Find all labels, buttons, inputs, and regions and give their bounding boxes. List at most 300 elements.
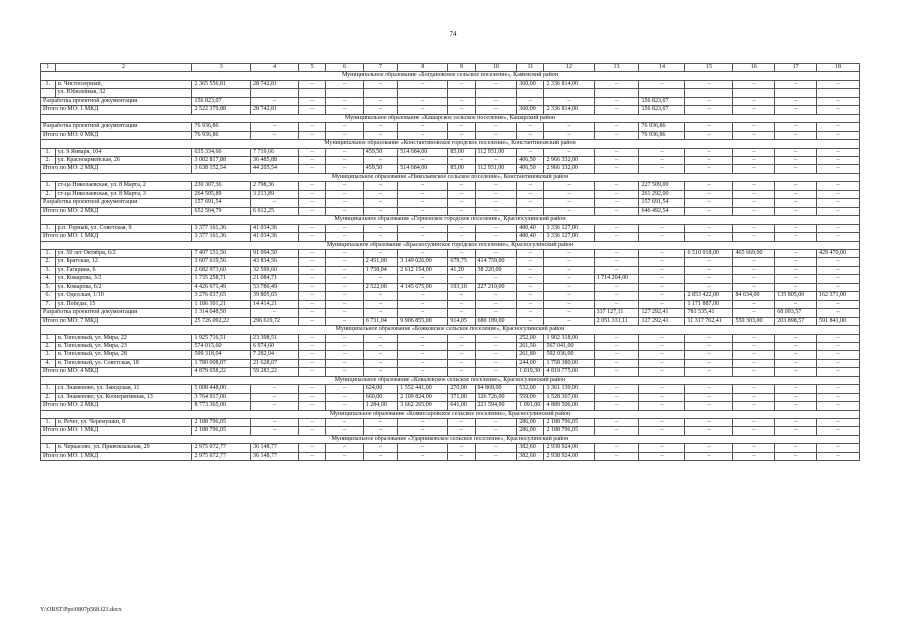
value-cell: – [639,292,685,300]
value-cell: – [475,342,517,350]
value-cell: – [298,292,325,300]
value-cell: 480,40 [517,233,544,241]
value-cell: 230 307,36 [192,182,250,190]
value-cell: – [594,402,639,410]
value-cell: – [685,283,733,291]
value-cell: 2 966 332,00 [544,165,594,173]
value-cell: – [448,97,475,105]
value-cell: – [594,148,639,156]
value-cell: – [448,123,475,131]
value-cell: 6 974,60 [250,342,298,350]
row-number-cell: 1. [41,80,56,88]
value-cell: – [733,334,775,342]
value-cell: 270,00 [448,385,475,393]
value-cell: – [398,97,448,105]
value-cell: – [517,258,544,266]
address-cell: п. Тополевый, ул. Мира, 28 [55,351,192,359]
summary-row [41,131,860,139]
value-cell: – [298,317,325,325]
value-cell: – [326,80,364,88]
value-cell: – [817,106,860,114]
value-cell: – [326,266,364,274]
value-cell: – [298,199,325,207]
value-cell: 6 012,25 [250,207,298,215]
value-cell: – [685,444,733,452]
section-title: Муниципальное образование «Божковское сельское поселение», Красносулинский район [41,326,860,334]
value-cell: – [326,182,364,190]
value-cell: 2 938 924,00 [544,452,594,460]
value-cell: – [594,80,639,88]
value-cell: 3 276 037,65 [192,292,250,300]
value-cell: – [594,444,639,452]
value-cell: 36 485,88 [250,156,298,164]
value-cell: – [817,131,860,139]
value-cell: – [517,182,544,190]
row-number-cell: 5. [41,283,56,291]
value-cell: – [398,351,448,359]
value-cell: – [475,97,517,105]
value-cell [685,89,733,97]
value-cell: 203 898,57 [775,317,817,325]
value-cell: 635 334,66 [192,148,250,156]
value-cell: – [363,131,397,139]
value-cell [250,89,298,97]
value-cell: 59 283,22 [250,368,298,376]
value-cell: 23 398,51 [250,334,298,342]
value-cell: 592 036,00 [544,351,594,359]
value-cell: – [685,402,733,410]
value-cell: – [685,123,733,131]
summary-label-cell: Итого по МО: 1 МКД [41,233,192,241]
value-cell: – [544,266,594,274]
value-cell: 1 284,00 [363,402,397,410]
value-cell: – [517,266,544,274]
value-cell: – [817,190,860,198]
section-title: Муниципальное образование «Николаевское сельское поселение», Константиновский район [41,173,860,181]
value-cell: – [298,342,325,350]
value-cell: – [448,419,475,427]
value-cell: 1 552 441,00 [398,385,448,393]
value-cell: 135 805,00 [775,292,817,300]
value-cell: – [326,275,364,283]
table-row [41,385,860,393]
value-cell: – [298,249,325,257]
page-number: 74 [449,30,457,38]
value-cell: – [685,148,733,156]
value-cell: 53 786,49 [250,283,298,291]
value-cell: 76 936,86 [192,131,250,139]
value-cell: 5 008 448,00 [192,385,250,393]
value-cell: – [775,266,817,274]
row-number-cell: 4. [41,359,56,367]
value-cell: – [363,233,397,241]
value-cell: 112 931,00 [475,148,517,156]
value-cell: – [775,207,817,215]
row-number-cell: 7. [41,300,56,308]
value-cell: – [775,106,817,114]
value-cell: – [250,97,298,105]
value-cell: – [594,224,639,232]
value-cell: – [475,190,517,198]
value-cell: – [250,419,298,427]
value-cell: – [775,199,817,207]
value-cell: – [448,342,475,350]
value-cell: 157 691,54 [192,199,250,207]
value-cell: – [817,156,860,164]
value-cell: – [326,249,364,257]
summary-row [41,452,860,460]
value-cell: – [326,402,364,410]
value-cell: 2 336 814,00 [544,106,594,114]
value-cell: 28 742,81 [250,106,298,114]
column-number: 14 [639,64,685,72]
value-cell: 4 426 671,49 [192,283,250,291]
value-cell: – [517,97,544,105]
value-cell: – [326,444,364,452]
value-cell: – [448,300,475,308]
value-cell: – [363,444,397,452]
value-cell: – [326,300,364,308]
value-cell: – [639,165,685,173]
value-cell: 371,00 [448,393,475,401]
value-cell: – [817,266,860,274]
value-cell [448,89,475,97]
value-cell: – [363,80,397,88]
value-cell: 21 084,71 [250,275,298,283]
table-row [41,156,860,164]
value-cell: – [298,419,325,427]
value-cell: – [817,275,860,283]
value-cell: 360,00 [517,106,544,114]
value-cell: – [363,300,397,308]
value-cell: 459,50 [363,148,397,156]
value-cell: – [775,233,817,241]
value-cell: 156 823,07 [639,97,685,105]
value-cell: 1 186 301,21 [192,300,250,308]
value-cell: – [448,275,475,283]
row-number-cell: 1. [41,224,56,232]
value-cell: – [475,249,517,257]
value-cell: 1 171 887,00 [685,300,733,308]
value-cell: – [639,249,685,257]
value-cell: – [298,148,325,156]
table-row [41,275,860,283]
column-number: 7 [363,64,397,72]
value-cell: – [639,224,685,232]
value-cell: 2 365 556,81 [192,80,250,88]
value-cell: – [448,444,475,452]
value-cell: – [326,317,364,325]
value-cell: – [685,182,733,190]
address-cell: сл. Знаменово, ул. Кооперативная, 13 [55,393,192,401]
value-cell: 6 731,04 [363,317,397,325]
row-number-cell: 2. [41,258,56,266]
value-cell: – [775,368,817,376]
value-cell: – [326,368,364,376]
value-cell: – [398,427,448,435]
value-cell: 680 189,00 [475,317,517,325]
value-cell: – [475,275,517,283]
value-cell: – [363,419,397,427]
value-cell: – [817,342,860,350]
value-cell: – [594,131,639,139]
value-cell: – [475,233,517,241]
value-cell: 2 109 824,00 [398,393,448,401]
value-cell: – [594,190,639,198]
value-cell: – [326,351,364,359]
value-cell: – [326,334,364,342]
value-cell: – [594,249,639,257]
address-cell: ул. Победы, 15 [55,300,192,308]
value-cell: – [475,359,517,367]
value-cell: – [594,165,639,173]
value-cell: – [733,199,775,207]
column-number: 4 [250,64,298,72]
value-cell: – [448,207,475,215]
value-cell: – [544,292,594,300]
value-cell: – [733,402,775,410]
value-cell: – [817,233,860,241]
table-row [41,300,860,308]
value-cell: – [775,351,817,359]
value-cell: – [298,351,325,359]
value-cell: – [363,351,397,359]
row-number-cell: 1. [41,334,56,342]
value-cell: – [398,80,448,88]
summary-label-cell: Итого по МО: 1 МКД [41,427,192,435]
value-cell: – [639,393,685,401]
summary-row [41,427,860,435]
value-cell: 36 148,77 [250,452,298,460]
value-cell: – [448,292,475,300]
summary-row [41,233,860,241]
value-cell: 1 528 367,00 [544,393,594,401]
value-cell: – [639,342,685,350]
value-cell: – [398,123,448,131]
value-cell: – [398,156,448,164]
footer-file-path: Y:\ORST\Ppo\0807p568.f23.docx [40,607,122,613]
value-cell: – [298,283,325,291]
value-cell: – [398,309,448,317]
value-cell: – [685,233,733,241]
value-cell: – [326,342,364,350]
value-cell: – [775,402,817,410]
section-title: Муниципальное образование «Богдановское сельское поселение», Каменский район [41,72,860,80]
value-cell: – [594,199,639,207]
table-row [41,283,860,291]
value-cell: 21 628,07 [250,359,298,367]
value-cell: – [817,402,860,410]
value-cell [298,89,325,97]
value-cell: – [817,393,860,401]
column-number: 13 [594,64,639,72]
value-cell: – [517,292,544,300]
table-row [41,80,860,88]
value-cell: – [544,283,594,291]
value-cell: – [326,427,364,435]
value-cell: 127 292,41 [639,317,685,325]
value-cell: – [326,106,364,114]
value-cell [398,89,448,97]
value-cell: – [398,300,448,308]
summary-row [41,368,860,376]
value-cell: 296 619,72 [250,317,298,325]
value-cell: – [733,342,775,350]
value-cell: – [775,444,817,452]
value-cell: – [775,258,817,266]
value-cell: – [775,334,817,342]
value-cell: – [639,266,685,274]
value-cell: – [250,385,298,393]
table-row [41,266,860,274]
value-cell: 591 841,00 [817,317,860,325]
value-cell: – [733,224,775,232]
value-cell: 76 936,86 [192,123,250,131]
summary-label-cell: Итого по МО: 7 МКД [41,317,192,325]
value-cell: – [775,156,817,164]
value-cell: – [733,393,775,401]
value-cell: – [398,131,448,139]
value-cell: – [685,106,733,114]
value-cell: 244,00 [517,359,544,367]
value-cell: – [544,317,594,325]
value-cell: – [363,182,397,190]
value-cell: – [448,334,475,342]
value-cell: 76 936,86 [639,131,685,139]
value-cell: 382,60 [517,452,544,460]
row-number-cell: 6. [41,292,56,300]
section-header-row [41,173,860,181]
value-cell: – [733,258,775,266]
value-cell: 480,40 [517,224,544,232]
value-cell: – [594,283,639,291]
table-row [41,148,860,156]
summary-label-cell: Итого по МО: 4 МКД [41,368,192,376]
value-cell: – [775,452,817,460]
value-cell: – [685,165,733,173]
value-cell: 3 607 619,56 [192,258,250,266]
value-cell: – [298,258,325,266]
value-cell: – [298,393,325,401]
value-cell: 227 210,00 [475,283,517,291]
column-number: 17 [775,64,817,72]
value-cell: 32 599,60 [250,266,298,274]
value-cell: – [594,207,639,215]
value-cell: – [250,131,298,139]
value-cell: 8 773 365,00 [192,402,250,410]
value-cell: – [398,224,448,232]
address-cell: ул. Одесская, 1/10 [55,292,192,300]
value-cell: 252,00 [517,334,544,342]
value-cell: – [448,182,475,190]
value-cell: 2 853 422,00 [685,292,733,300]
value-cell: – [594,292,639,300]
capital-repair-table [40,63,860,461]
value-cell: – [363,359,397,367]
value-cell: 624,00 [363,385,397,393]
value-cell: – [298,131,325,139]
value-cell: 781 535,41 [685,309,733,317]
value-cell: – [817,385,860,393]
value-cell [363,89,397,97]
column-number: 6 [326,64,364,72]
value-cell: 1 314 048,50 [192,309,250,317]
value-cell: 85,00 [448,165,475,173]
value-cell: 286,00 [517,419,544,427]
value-cell: – [733,207,775,215]
value-cell: – [298,97,325,105]
value-cell: – [475,199,517,207]
value-cell: – [398,334,448,342]
value-cell: – [363,427,397,435]
value-cell: – [326,123,364,131]
row-number-cell: 1. [41,182,56,190]
summary-label-cell: Разработка проектной документации [41,199,192,207]
value-cell: – [733,182,775,190]
column-number: 5 [298,64,325,72]
value-cell: – [733,131,775,139]
value-cell: – [733,444,775,452]
value-cell: – [817,334,860,342]
value-cell: – [685,351,733,359]
value-cell: – [475,106,517,114]
address-cell: п. Тополевый, ул. Мира, 23 [55,342,192,350]
value-cell: – [685,385,733,393]
value-cell: 2 188 796,05 [544,419,594,427]
value-cell: – [398,292,448,300]
value-cell: – [298,165,325,173]
value-cell: – [250,309,298,317]
value-cell: 2 975 072,77 [192,444,250,452]
value-cell: – [363,123,397,131]
column-number: 12 [544,64,594,72]
value-cell: – [639,300,685,308]
value-cell: – [594,233,639,241]
value-cell: 574 015,60 [192,342,250,350]
value-cell: 38 220,00 [475,266,517,274]
value-cell: – [817,427,860,435]
value-cell: – [298,334,325,342]
value-cell: – [517,300,544,308]
row-number-cell: 1. [41,419,56,427]
value-cell: – [298,368,325,376]
value-cell: 641,00 [448,402,475,410]
value-cell: – [685,393,733,401]
value-cell: – [298,224,325,232]
value-cell: – [544,190,594,198]
table-row [41,258,860,266]
value-cell: – [448,106,475,114]
value-cell: 3 149 026,00 [398,258,448,266]
value-cell: – [685,190,733,198]
value-cell: 514 684,00 [398,165,448,173]
value-cell: – [639,385,685,393]
value-cell: – [475,131,517,139]
value-cell: – [685,207,733,215]
value-cell: – [544,131,594,139]
summary-row [41,165,860,173]
value-cell: 2 188 796,05 [544,427,594,435]
value-cell: – [475,351,517,359]
value-cell: – [298,190,325,198]
value-cell: – [398,190,448,198]
row-number-cell: 1. [41,148,56,156]
value-cell: – [475,419,517,427]
section-header-row [41,410,860,418]
value-cell: – [326,452,364,460]
value-cell: – [639,419,685,427]
value-cell: – [817,207,860,215]
